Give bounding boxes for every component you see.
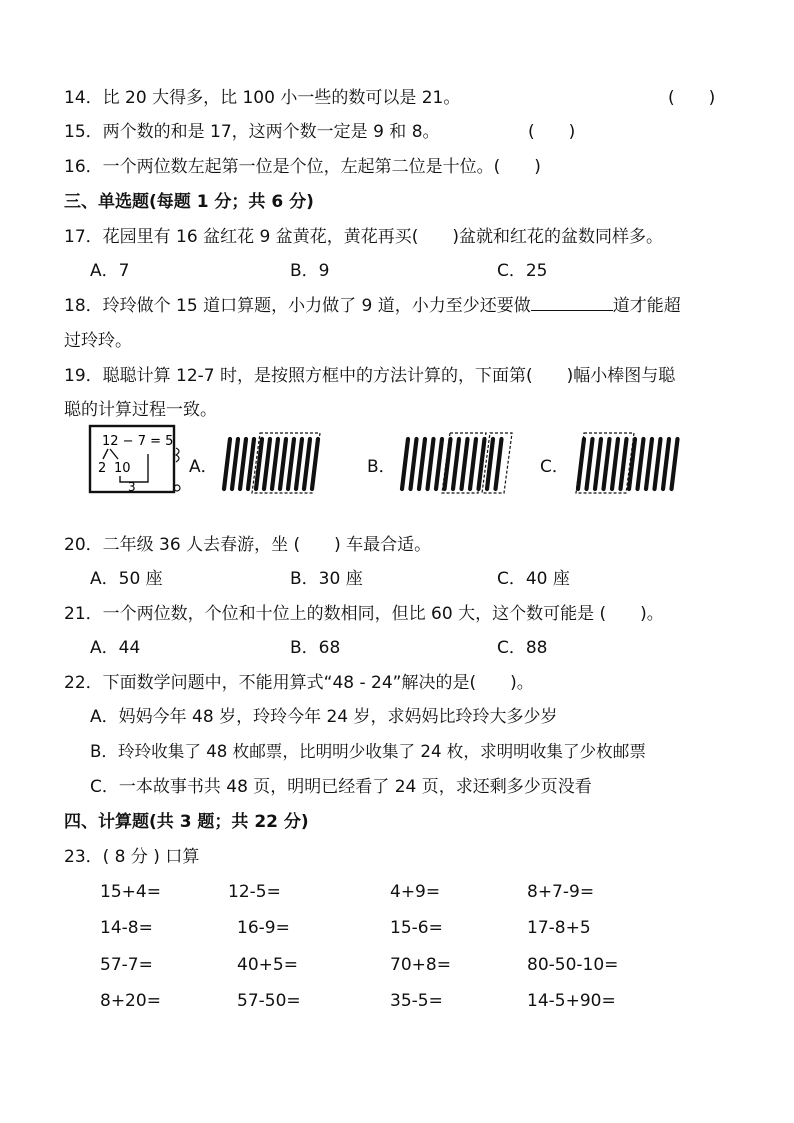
calc-item: 15-6= <box>390 918 443 938</box>
counting-stick <box>663 439 669 489</box>
question-18 <box>64 294 681 318</box>
question-19: 19．聪聪计算 12-7 时，是按照方框中的方法计算的，下面第( )幅小棒图与聪 <box>64 366 676 386</box>
q18-stem-a: 18．玲玲做个 15 道口算题，小力做了 9 道，小力至少还要做 <box>64 296 531 316</box>
method-mid-number: 10 <box>114 461 131 476</box>
question-17: 17．花园里有 16 盆红花 9 盆黄花，黄花再买( )盆就和红花的盆数同样多。 <box>64 227 663 247</box>
q19-option-a-label: A． <box>189 457 218 477</box>
stick-figure-c <box>566 431 690 495</box>
calc-item: 57-7= <box>100 955 153 975</box>
calc-item: 40+5= <box>237 955 298 975</box>
question-14-paren: ( ) <box>668 88 716 108</box>
q21-option-c: C．88 <box>497 638 548 658</box>
calc-item: 70+8= <box>390 955 451 975</box>
counting-stick <box>453 439 459 489</box>
stick-figure-b <box>392 431 516 495</box>
counting-stick <box>419 439 425 489</box>
calc-item: 8+7-9= <box>527 882 595 902</box>
q17-option-c: C．25 <box>497 261 548 281</box>
q19-option-b-label: B． <box>367 457 396 477</box>
counting-stick <box>428 439 434 489</box>
q19-stem-b: 聪的计算过程一致。 <box>64 400 217 420</box>
counting-stick <box>232 439 238 489</box>
q20-option-a: A．50 座 <box>90 569 163 589</box>
section-3-title: 三、单选题(每题 1 分；共 6 分) <box>64 192 314 212</box>
counting-stick <box>224 439 230 489</box>
counting-stick <box>655 439 661 489</box>
method-bottom-number: 3 <box>128 480 136 494</box>
counting-stick <box>578 439 584 489</box>
counting-stick <box>646 439 652 489</box>
method-equation: 12 − 7 = 5 <box>102 434 174 449</box>
counting-stick <box>629 439 635 489</box>
counting-stick <box>304 439 310 489</box>
q20-option-b: B．30 座 <box>290 569 363 589</box>
calc-item: 4+9= <box>390 882 441 902</box>
question-23: 23．( 8 分 ) 口算 <box>64 847 200 867</box>
calc-item: 35-5= <box>390 991 443 1011</box>
section-4-title: 四、计算题(共 3 题；共 22 分) <box>64 812 309 832</box>
calc-item: 15+4= <box>100 882 161 902</box>
counting-stick <box>496 439 502 489</box>
counting-stick <box>672 439 678 489</box>
question-21: 21．一个两位数，个位和十位上的数相同，但比 60 大，这个数可能是 ( )。 <box>64 604 664 624</box>
stick-figure-a <box>214 431 334 495</box>
q18-stem-b: 道才能超 <box>612 296 681 316</box>
counting-stick <box>604 439 610 489</box>
calc-item: 17-8+5 <box>527 918 591 938</box>
method-left-number: 2 <box>98 461 107 476</box>
question-14: 14．比 20 大得多，比 100 小一些的数可以是 21。 <box>64 88 461 108</box>
q22-option-a: A．妈妈今年 48 岁，玲玲今年 24 岁，求妈妈比玲玲大多少岁 <box>90 707 558 727</box>
q17-option-b: B．9 <box>290 261 330 281</box>
q19-option-c-label: C． <box>540 457 569 477</box>
counting-stick <box>470 439 476 489</box>
counting-stick <box>264 439 270 489</box>
split-line-left <box>103 449 108 459</box>
q21-option-b: B．68 <box>290 638 341 658</box>
counting-stick <box>288 439 294 489</box>
q22-option-c: C．一本故事书共 48 页，明明已经看了 24 页，求还剩多少页没看 <box>90 777 592 797</box>
calc-item: 12-5= <box>228 882 281 902</box>
counting-stick <box>256 439 262 489</box>
question-22: 22．下面数学问题中，不能用算式“48 - 24”解决的是( )。 <box>64 673 534 693</box>
calc-item: 8+20= <box>100 991 161 1011</box>
method-box-figure <box>88 424 186 498</box>
doodle-mark <box>176 448 179 462</box>
counting-stick <box>445 439 451 489</box>
calc-item: 14-8= <box>100 918 153 938</box>
counting-stick <box>462 439 468 489</box>
counting-stick <box>411 439 417 489</box>
counting-stick <box>312 439 318 489</box>
calc-item: 14-5+90= <box>527 991 616 1011</box>
counting-stick <box>436 439 442 489</box>
counting-stick <box>587 439 593 489</box>
q18-stem-c: 过玲玲。 <box>64 331 132 351</box>
counting-stick <box>296 439 302 489</box>
calc-item: 57-50= <box>237 991 301 1011</box>
q22-option-b: B．玲玲收集了 48 枚邮票，比明明少收集了 24 枚，求明明收集了少枚邮票 <box>90 742 646 761</box>
question-16: 16．一个两位数左起第一位是个位，左起第二位是十位。( ) <box>64 157 541 177</box>
calc-item: 80-50-10= <box>527 955 619 975</box>
question-15-paren: ( ) <box>528 122 576 142</box>
counting-stick <box>402 439 408 489</box>
answer-blank <box>531 294 613 311</box>
counting-stick <box>280 439 286 489</box>
counting-stick <box>595 439 601 489</box>
q17-option-a: A．7 <box>90 261 130 281</box>
counting-stick <box>240 439 246 489</box>
question-20: 20．二年级 36 人去春游，坐 ( ) 车最合适。 <box>64 535 432 555</box>
counting-stick <box>638 439 644 489</box>
q20-option-c: C．40 座 <box>497 569 570 589</box>
q21-option-a: A．44 <box>90 638 141 658</box>
counting-stick <box>612 439 618 489</box>
split-line-right <box>110 449 118 459</box>
calc-item: 16-9= <box>237 918 290 938</box>
counting-stick <box>272 439 278 489</box>
counting-stick <box>621 439 627 489</box>
question-15: 15．两个数的和是 17，这两个数一定是 9 和 8。 <box>64 122 440 142</box>
